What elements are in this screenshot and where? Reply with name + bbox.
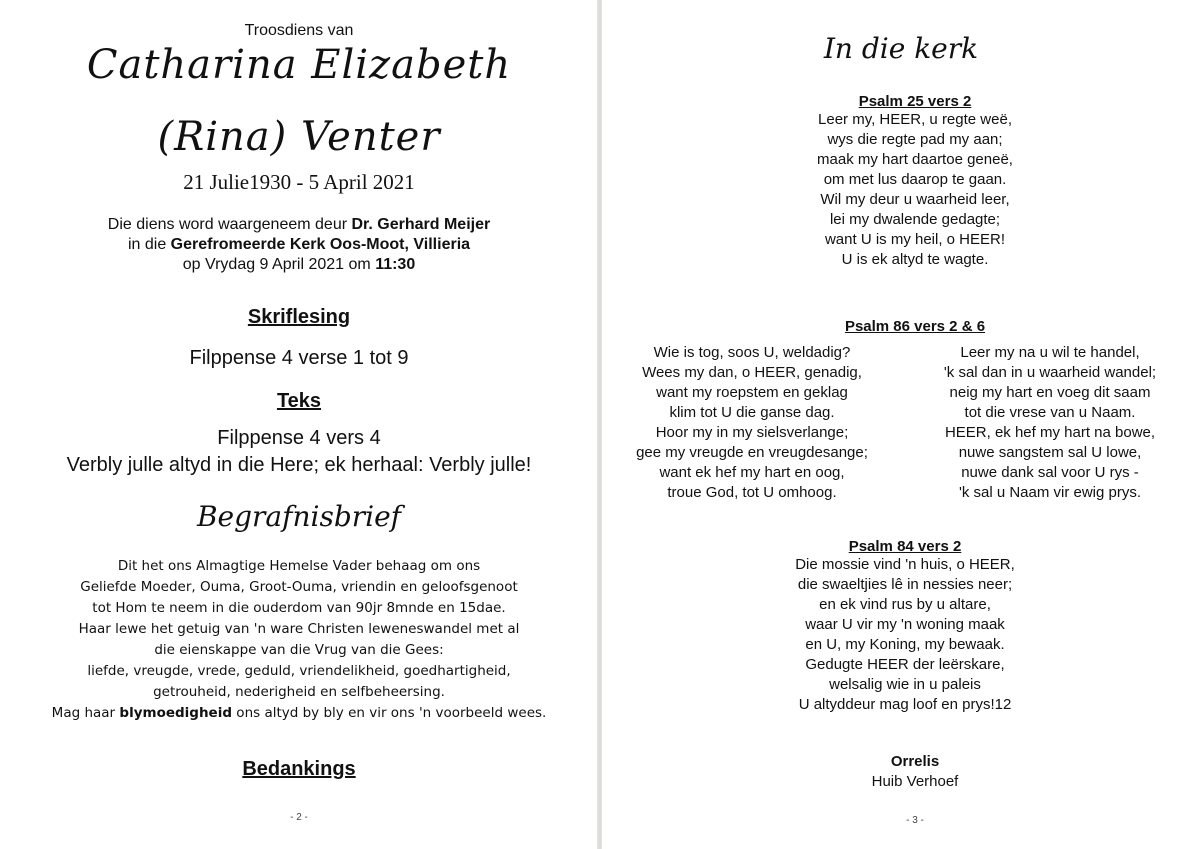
verse-line: U altyddeur mag loof en prys!12 bbox=[798, 696, 1012, 713]
verse-line: Gedugte HEER der leërskare, bbox=[805, 656, 1005, 673]
tribute-line: die eienskappe van die Vrug van die Gees: bbox=[154, 642, 444, 658]
verse-line: waar U vir my 'n woning maak bbox=[805, 616, 1005, 633]
psalm25-verse bbox=[815, 110, 1015, 270]
verse-line: 'k sal u Naam vir ewig prys. bbox=[958, 484, 1142, 501]
psalm86-verse-left bbox=[622, 343, 882, 503]
verse-line: en ek vind rus by u altare, bbox=[819, 596, 991, 613]
organist-label: Orrelis bbox=[890, 753, 940, 770]
tribute-line: Haar lewe het getuig van 'n ware Christen leweneswandel met al bbox=[78, 621, 520, 637]
verse-line: Leer my na u wil te handel, bbox=[960, 344, 1140, 361]
psalm86-verse-right bbox=[920, 343, 1180, 503]
verse-line: lei my dwalende gedagte; bbox=[829, 211, 1001, 228]
tribute-line: getrouheid, nederigheid en selfbeheersing. bbox=[153, 684, 445, 700]
service-line-venue bbox=[0, 235, 598, 255]
page-number-left: - 2 - bbox=[290, 812, 308, 823]
psalm86-title: Psalm 86 vers 2 & 6 bbox=[844, 318, 986, 335]
left-page bbox=[0, 0, 598, 849]
verse-line: en U, my Koning, my bewaak. bbox=[805, 636, 1005, 653]
verse-line: om met lus daarop te gaan. bbox=[823, 171, 1007, 188]
letter-heading: Begrafnisbrief bbox=[196, 500, 402, 533]
verse-line: nuwe sangstem sal U lowe, bbox=[958, 444, 1142, 461]
verse-line: Wil my deur u waarheid leer, bbox=[820, 191, 1010, 208]
tribute-text bbox=[0, 556, 598, 724]
service-time: 11:30 bbox=[375, 256, 416, 273]
tribute-line-last bbox=[0, 703, 598, 724]
verse-line: neig my hart en voeg dit saam bbox=[949, 384, 1151, 401]
verse-line: Wie is tog, soos U, weldadig? bbox=[653, 344, 851, 361]
deceased-name-line1: Catharina Elizabeth bbox=[86, 42, 512, 88]
right-page bbox=[602, 0, 1200, 849]
life-dates: 21 Julie1930 - 5 April 2021 bbox=[183, 170, 415, 194]
verse-line: tot die vrese van u Naam. bbox=[964, 404, 1136, 421]
verse-line: U is ek altyd te wagte. bbox=[841, 251, 989, 268]
verse-line: troue God, tot U omhoog. bbox=[667, 484, 837, 501]
psalm25-block bbox=[815, 93, 1015, 270]
tribute-line: tot Hom te neem in die ouderdom van 90jr 8mnde en 15dae. bbox=[92, 600, 506, 616]
officiant-name: Dr. Gerhard Meijer bbox=[351, 216, 491, 233]
service-line-time bbox=[0, 255, 598, 275]
verse-line: Hoor my in my sielsverlange; bbox=[655, 424, 849, 441]
verse-line: 'k sal dan in u waarheid wandel; bbox=[943, 364, 1157, 381]
psalm84-block bbox=[755, 538, 1055, 715]
verse-line: klim tot U die ganse dag. bbox=[669, 404, 835, 421]
tribute-last-pre: Mag haar bbox=[51, 705, 120, 721]
tribute-line: liefde, vreugde, vrede, geduld, vriendelikheid, goedhartigheid, bbox=[87, 663, 511, 679]
verse-line: want ek hef my hart en oog, bbox=[659, 464, 845, 481]
verse-line: wys die regte pad my aan; bbox=[827, 131, 1003, 148]
thanks-heading: Bedankings bbox=[242, 758, 356, 780]
tribute-emphasis: blymoedigheid bbox=[119, 705, 233, 721]
verse-line: Die mossie vind 'n huis, o HEER, bbox=[795, 556, 1015, 573]
service-line-officiant bbox=[0, 215, 598, 235]
page-number-right: - 3 - bbox=[906, 815, 924, 826]
reading-reference: Filppense 4 verse 1 tot 9 bbox=[189, 347, 409, 369]
church-heading: In die kerk bbox=[823, 32, 979, 65]
verse-line: HEER, ek hef my hart na bowe, bbox=[944, 424, 1156, 441]
verse-line: Leer my, HEER, u regte weë, bbox=[818, 111, 1012, 128]
verse-line: gee my vreugde en vreugdesange; bbox=[636, 444, 868, 461]
verse-line: Wees my dan, o HEER, genadig, bbox=[642, 364, 862, 381]
tribute-line: Dit het ons Almagtige Hemelse Vader behaag om ons bbox=[117, 558, 481, 574]
tribute-line: Geliefde Moeder, Ouma, Groot-Ouma, vriendin en geloofsgenoot bbox=[80, 579, 518, 595]
verse-line: nuwe dank sal voor U rys - bbox=[961, 464, 1139, 481]
verse-line: maak my hart daartoe geneë, bbox=[817, 151, 1013, 168]
text-reference: Filppense 4 vers 4 bbox=[217, 427, 381, 449]
verse-line: want U is my heil, o HEER! bbox=[824, 231, 1006, 248]
service-officiant-label: Die diens word waargeneem deur bbox=[107, 216, 352, 233]
psalm25-title: Psalm 25 vers 2 bbox=[858, 93, 972, 110]
church-name: Gerefromeerde Kerk Oos-Moot, Villieria bbox=[170, 236, 471, 253]
text-verse: Verbly julle altyd in die Here; ek herhaal: Verbly julle! bbox=[66, 454, 532, 476]
deceased-name-line2: (Rina) Venter bbox=[157, 114, 441, 160]
verse-line: want my roepstem en geklag bbox=[656, 384, 848, 401]
service-date-label: op Vrydag 9 April 2021 om bbox=[182, 256, 376, 273]
reading-heading: Skriflesing bbox=[247, 306, 351, 328]
verse-line: welsalig wie in u paleis bbox=[829, 676, 981, 693]
psalm84-title: Psalm 84 vers 2 bbox=[848, 538, 962, 555]
service-subtitle: Troosdiens van bbox=[244, 22, 354, 39]
service-venue-label: in die bbox=[127, 236, 171, 253]
psalm84-verse bbox=[755, 555, 1055, 715]
tribute-last-post: ons altyd by bly en vir ons 'n voorbeeld wees. bbox=[232, 705, 547, 721]
text-heading: Teks bbox=[276, 390, 322, 412]
verse-line: die swaeltjies lê in nessies neer; bbox=[797, 576, 1013, 593]
service-details bbox=[0, 215, 598, 275]
organist-name: Huib Verhoef bbox=[871, 773, 959, 790]
